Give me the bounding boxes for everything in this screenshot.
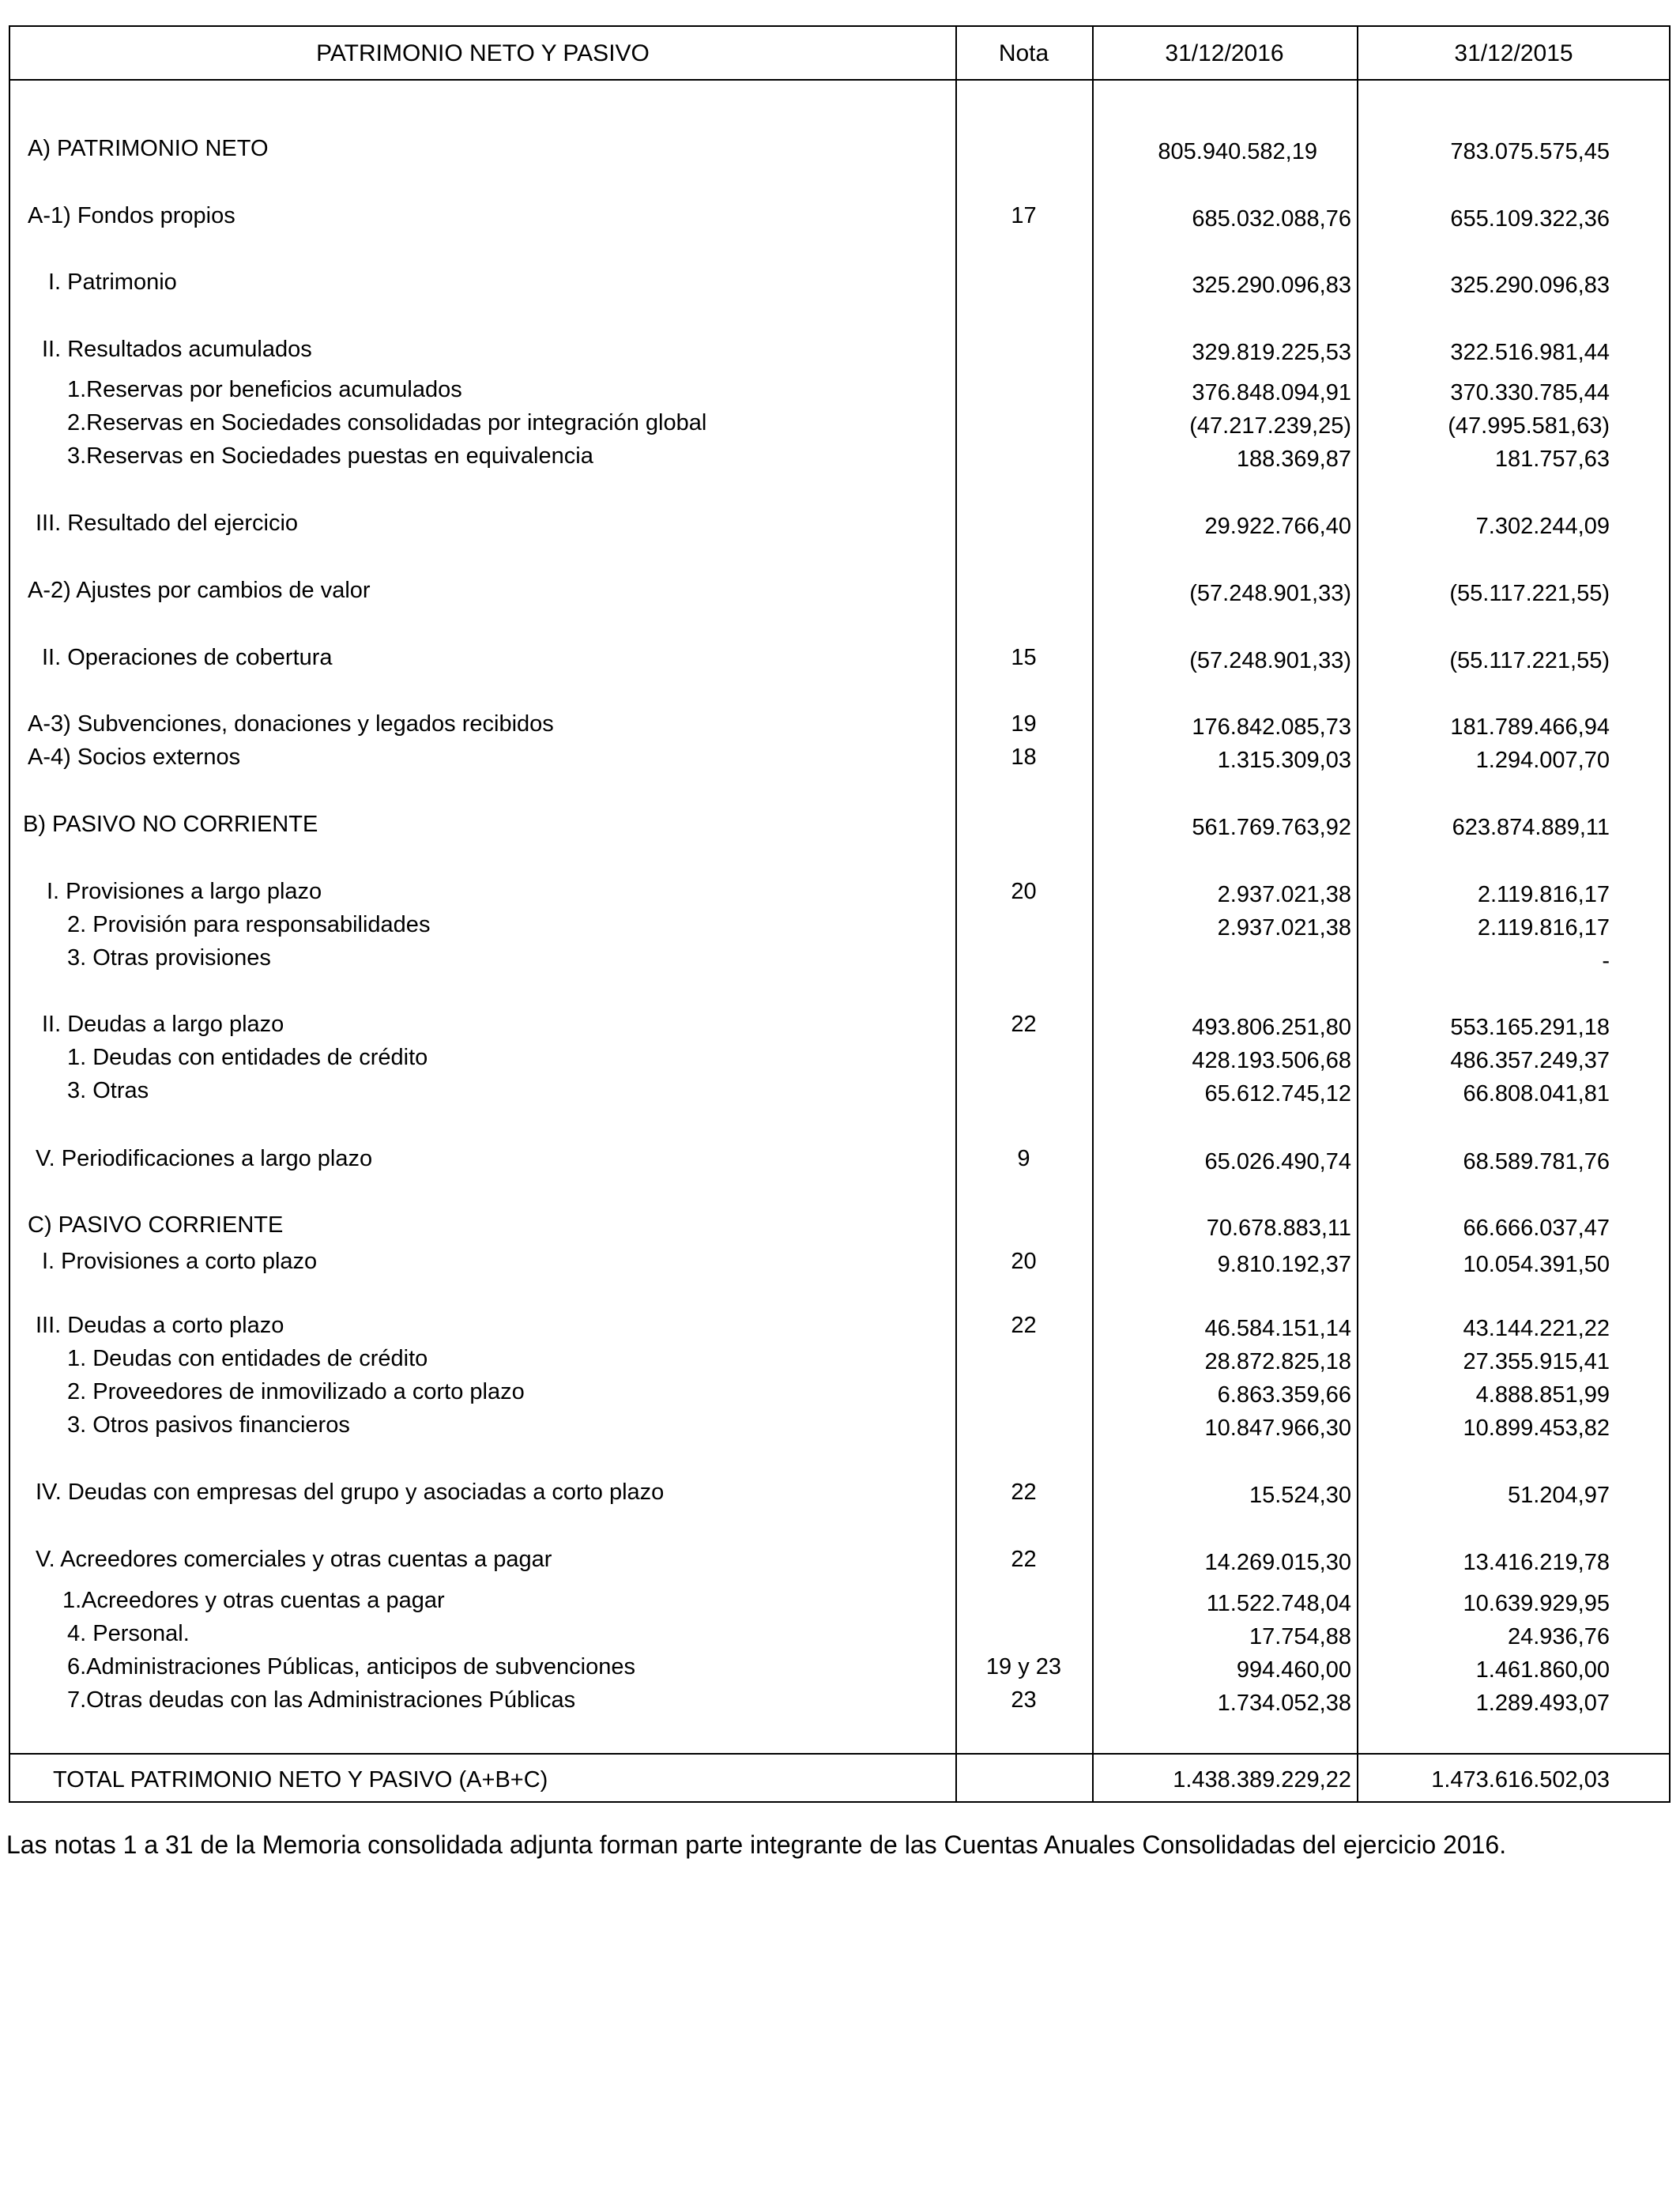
table-row [10,1412,1669,1447]
row-label: V. Periodificaciones a largo plazo [36,1146,373,1171]
row-label: III. Resultado del ejercicio [36,511,299,536]
row-value-2016: 561.769.763,92 [1192,815,1351,840]
row-value-2016: 65.026.490,74 [1204,1149,1351,1174]
row-label: 3. Otras [67,1078,149,1103]
row-value-2016: 46.584.151,14 [1204,1316,1351,1341]
row-value-2016: 376.848.094,91 [1192,380,1351,405]
row-value-2016: 70.678.883,11 [1206,1216,1351,1241]
row-value-2015: 325.290.096,83 [1450,273,1610,298]
row-value-2015: 370.330.785,44 [1450,380,1610,405]
row-value-2015: 51.204,97 [1507,1483,1610,1508]
row-value-2015: 655.109.322,36 [1450,206,1610,232]
table-row [10,1249,1669,1284]
row-value-2016: 176.842.085,73 [1192,714,1351,740]
row-value-2016: (57.248.901,33) [1189,581,1351,606]
row-value-2016: 994.460,00 [1236,1657,1351,1683]
table-row [10,1346,1669,1381]
header-year-2016: 31/12/2016 [1165,40,1284,66]
table-row [10,1379,1669,1414]
row-nota: 22 [1011,1480,1037,1505]
row-label: 1.Reservas por beneficios acumulados [67,377,462,402]
row-nota: 19 [1011,711,1037,737]
row-value-2016: (47.217.239,25) [1189,413,1351,439]
row-value-2015: 68.589.781,76 [1463,1149,1610,1174]
table-row [10,1654,1669,1689]
header-year-2015: 31/12/2015 [1454,40,1573,66]
table-row [10,1621,1669,1656]
row-label: C) PASIVO CORRIENTE [28,1212,284,1238]
table-row [10,1045,1669,1080]
header-label: PATRIMONIO NETO Y PASIVO [316,40,650,66]
table-row [10,511,1669,545]
row-value-2016: 10.847.966,30 [1204,1416,1351,1441]
row-value-2015: 10.054.391,50 [1463,1252,1610,1277]
table-row [10,1078,1669,1113]
row-value-2016: 15.524,30 [1249,1483,1351,1508]
table-row [10,912,1669,947]
row-value-2015: 2.119.816,17 [1477,915,1610,941]
row-value-2016: 2.937.021,38 [1217,915,1351,941]
table-row [10,1687,1669,1722]
row-value-2015: (47.995.581,63) [1448,413,1610,439]
row-label: 3. Otros pasivos financieros [67,1412,350,1438]
row-value-2016: 17.754,88 [1249,1624,1351,1649]
row-label: 1.Acreedores y otras cuentas a pagar [62,1588,445,1613]
row-nota: 15 [1011,645,1037,670]
row-value-2015: 1.461.860,00 [1475,1657,1610,1683]
row-label: II. Resultados acumulados [42,337,312,362]
row-value-2015: 1.294.007,70 [1475,748,1610,773]
row-label: I. Patrimonio [48,270,177,295]
table-body [10,27,1669,1801]
row-value-2016: 14.269.015,30 [1204,1550,1351,1575]
row-value-2015: 66.808.041,81 [1463,1081,1610,1106]
row-value-2016: 2.937.021,38 [1217,882,1351,907]
row-label: 7.Otras deudas con las Administraciones Públicas [67,1687,576,1713]
row-label: V. Acreedores comerciales y otras cuentas a pagar [36,1547,552,1572]
row-value-2015: (55.117.221,55) [1449,581,1610,606]
table-row [10,812,1669,846]
table-row [10,1212,1669,1247]
table-row [10,203,1669,238]
row-nota: 22 [1011,1313,1037,1338]
row-value-2015: 322.516.981,44 [1450,340,1610,365]
row-nota: 20 [1011,1249,1037,1274]
row-label: A) PATRIMONIO NETO [28,136,269,161]
row-value-2015: 2.119.816,17 [1477,882,1610,907]
table-row [10,136,1669,171]
row-value-2016: 28.872.825,18 [1204,1349,1351,1374]
header-nota: Nota [998,40,1049,66]
table-row [10,1547,1669,1581]
row-value-2015: 66.666.037,47 [1463,1216,1610,1241]
row-label: 1. Deudas con entidades de crédito [67,1346,428,1371]
row-label: 6.Administraciones Públicas, anticipos de subvenciones [67,1654,635,1679]
row-value-2015: 24.936,76 [1507,1624,1610,1649]
row-value-2015: 623.874.889,11 [1452,815,1610,840]
row-value-2016: 329.819.225,53 [1192,340,1351,365]
row-value-2016: 805.940.582,19 [1158,139,1317,164]
balance-table [9,25,1671,1803]
table-row [10,1146,1669,1181]
row-label: B) PASIVO NO CORRIENTE [23,812,318,837]
row-label: I. Provisiones a largo plazo [47,879,322,904]
row-label: 1. Deudas con entidades de crédito [67,1045,428,1070]
row-value-2015: 7.302.244,09 [1475,514,1610,539]
row-label: A-1) Fondos propios [28,203,235,228]
row-value-2015: 13.416.219,78 [1463,1550,1610,1575]
table-row [10,1588,1669,1623]
footnote: Las notas 1 a 31 de la Memoria consolidada adjunta forman parte integrante de las Cuentas Anuales Consolidadas del ejercicio 2016. [6,1830,1507,1859]
row-value-2015: 27.355.915,41 [1463,1349,1610,1374]
row-label: I. Provisiones a corto plazo [42,1249,318,1274]
table-row [10,443,1669,478]
row-value-2016: 1.315.309,03 [1217,748,1351,773]
table-row [10,578,1669,613]
row-value-2016: 6.863.359,66 [1217,1382,1351,1408]
row-value-2016: 11.522.748,04 [1206,1591,1351,1616]
row-value-2016: (57.248.901,33) [1189,648,1351,673]
row-value-2016: 1.734.052,38 [1217,1691,1351,1716]
table-row [10,879,1669,914]
row-value-2015: (55.117.221,55) [1449,648,1610,673]
row-nota: 23 [1011,1687,1037,1713]
row-value-2016: 685.032.088,76 [1192,206,1351,232]
row-value-2015: 181.757,63 [1494,447,1610,472]
row-value-2016: 493.806.251,80 [1192,1015,1351,1040]
table-row [10,377,1669,412]
row-value-2015: - [1602,948,1610,974]
table-row [10,945,1669,980]
row-nota: 22 [1011,1012,1037,1037]
row-value-2015: 181.789.466,94 [1450,714,1610,740]
row-nota: 17 [1011,203,1037,228]
row-nota: 18 [1011,745,1037,770]
total-value-2015: 1.473.616.502,03 [1431,1767,1610,1793]
row-value-2016: 9.810.192,37 [1217,1252,1351,1277]
row-label: II. Operaciones de cobertura [42,645,333,670]
table-row [10,410,1669,445]
total-label: TOTAL PATRIMONIO NETO Y PASIVO (A+B+C) [53,1767,548,1793]
row-label: III. Deudas a corto plazo [36,1313,284,1338]
row-value-2015: 10.639.929,95 [1463,1591,1610,1616]
table-row [10,711,1669,746]
row-label: II. Deudas a largo plazo [42,1012,284,1037]
row-label: 2. Provisión para responsabilidades [67,912,431,937]
row-value-2016: 325.290.096,83 [1192,273,1351,298]
row-value-2015: 1.289.493,07 [1475,1691,1610,1716]
row-label: 3.Reservas en Sociedades puestas en equivalencia [67,443,593,469]
row-label: 2.Reservas en Sociedades consolidadas por integración global [67,410,707,435]
row-label: 4. Personal. [67,1621,190,1646]
table-row [10,1480,1669,1514]
row-nota: 19 y 23 [985,1654,1062,1679]
table-row [10,1313,1669,1348]
row-value-2016: 188.369,87 [1236,447,1351,472]
row-value-2015: 486.357.249,37 [1450,1048,1610,1073]
row-nota: 9 [1017,1146,1030,1171]
table-row [10,270,1669,304]
row-value-2015: 10.899.453,82 [1463,1416,1610,1441]
table-row [10,645,1669,680]
row-label: A-2) Ajustes por cambios de valor [28,578,371,603]
row-value-2016: 65.612.745,12 [1204,1081,1351,1106]
row-nota: 20 [1011,879,1037,904]
row-label: 3. Otras provisiones [67,945,271,971]
row-label: A-4) Socios externos [28,745,241,770]
total-value-2016: 1.438.389.229,22 [1173,1767,1351,1793]
row-label: A-3) Subvenciones, donaciones y legados recibidos [28,711,554,737]
table-row [10,745,1669,779]
row-value-2016: 428.193.506,68 [1192,1048,1351,1073]
row-label: IV. Deudas con empresas del grupo y asociadas a corto plazo [36,1480,665,1505]
row-nota: 22 [1011,1547,1037,1572]
row-value-2015: 553.165.291,18 [1450,1015,1610,1040]
row-label: 2. Proveedores de inmovilizado a corto plazo [67,1379,525,1404]
row-value-2016: 29.922.766,40 [1204,514,1351,539]
table-row [10,1012,1669,1046]
table-row [10,337,1669,371]
row-value-2015: 783.075.575,45 [1450,139,1610,164]
total-row [10,1753,1669,1804]
row-value-2015: 43.144.221,22 [1463,1316,1610,1341]
row-value-2015: 4.888.851,99 [1475,1382,1610,1408]
